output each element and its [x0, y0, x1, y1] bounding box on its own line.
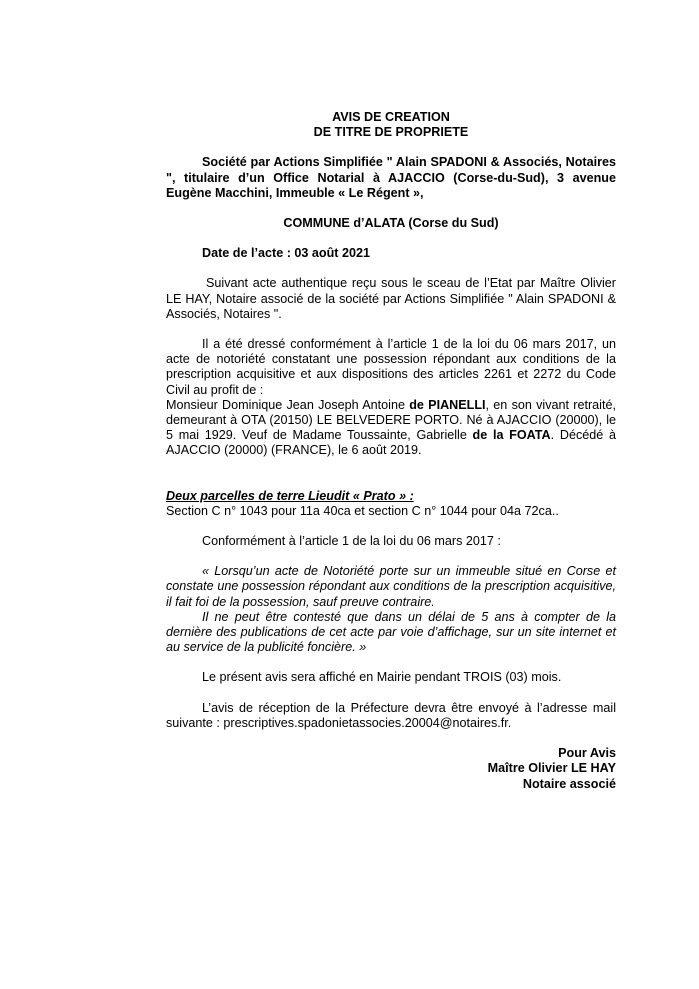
quote-paragraph-1: « Lorsqu’un acte de Notoriété porte sur un immeuble situé en Corse et constate une possession répondant aux conditions de la prescription acquisitive, il fait foi de la possession, sauf preuve contraire.: [166, 564, 616, 609]
person-prefix: Monsieur Dominique Jean Joseph Antoine: [166, 397, 410, 412]
person-paragraph: [166, 398, 616, 459]
signature-line-2: Maître Olivier LE HAY: [487, 761, 616, 776]
title-line-1: AVIS DE CREATION: [332, 110, 450, 124]
person-rest-2: . Décédé à AJACCIO (20000) (FRANCE), le 6 août 2019.: [166, 428, 616, 458]
parcels-heading: Deux parcelles de terre Lieudit « Prato » :: [166, 488, 414, 503]
quote-paragraph-2: Il ne peut être contesté que dans un délai de 5 ans à compter de la dernière des publications de cet acte par voie d’affichage, sur un site internet et au service de la publicité foncière. »: [166, 609, 616, 655]
person-surname: de PIANELLI: [409, 397, 486, 412]
company-paragraph: Société par Actions Simplifiée " Alain SPADONI & Associés, Notaires ", titulaire d’un Office Notarial à AJACCIO (Corse-du-Sud), 3 avenue Eugène Macchini, Immeuble « Le Régent »,: [166, 155, 616, 200]
person-rest-1: , en son vivant retraité, demeurant à OTA (20150) LE BELVEDERE PORTO. Né à AJACCIO (20000), le 5 mai 1929. Veuf de Madame Toussainte, Gabrielle: [166, 397, 616, 443]
reception-paragraph: L’avis de réception de la Préfecture devra être envoyé à l’adresse mail suivante : prescriptives.spadonietassocies.20004@notaires.fr.: [166, 700, 616, 730]
commune-heading: COMMUNE d’ALATA (Corse du Sud): [283, 216, 499, 231]
paragraph-suivant: Suivant acte authentique reçu sous le sceau de l’Etat par Maître Olivier LE HAY, Notaire associé de la société par Actions Simplifiée " Alain SPADONI & Associés, Notaires ".: [166, 276, 616, 321]
parcels-detail: Section C n° 1043 pour 11a 40ca et section C n° 1044 pour 04a 72ca..: [166, 503, 559, 518]
date-acte: Date de l’acte : 03 août 2021: [202, 246, 370, 261]
affichage-line: Le présent avis sera affiché en Mairie pendant TROIS (03) mois.: [202, 670, 562, 685]
signature-block: [166, 746, 616, 792]
paragraph-dresse: Il a été dressé conformément à l’article 1 de la loi du 06 mars 2017, un acte de notoriété constatant une possession répondant aux conditions de la prescription acquisitive et aux dispositions des articles 2261 et 2272 du Code Civil au profit de :: [166, 337, 616, 397]
signature-line-1: Pour Avis: [558, 746, 616, 761]
conformement-line: Conformément à l’article 1 de la loi du 06 mars 2017 :: [202, 534, 501, 549]
title-line-2: DE TITRE DE PROPRIETE: [313, 125, 469, 140]
notice-document: [166, 110, 616, 792]
signature-line-3: Notaire associé: [522, 776, 616, 791]
spouse-surname: de la FOATA: [472, 428, 551, 443]
